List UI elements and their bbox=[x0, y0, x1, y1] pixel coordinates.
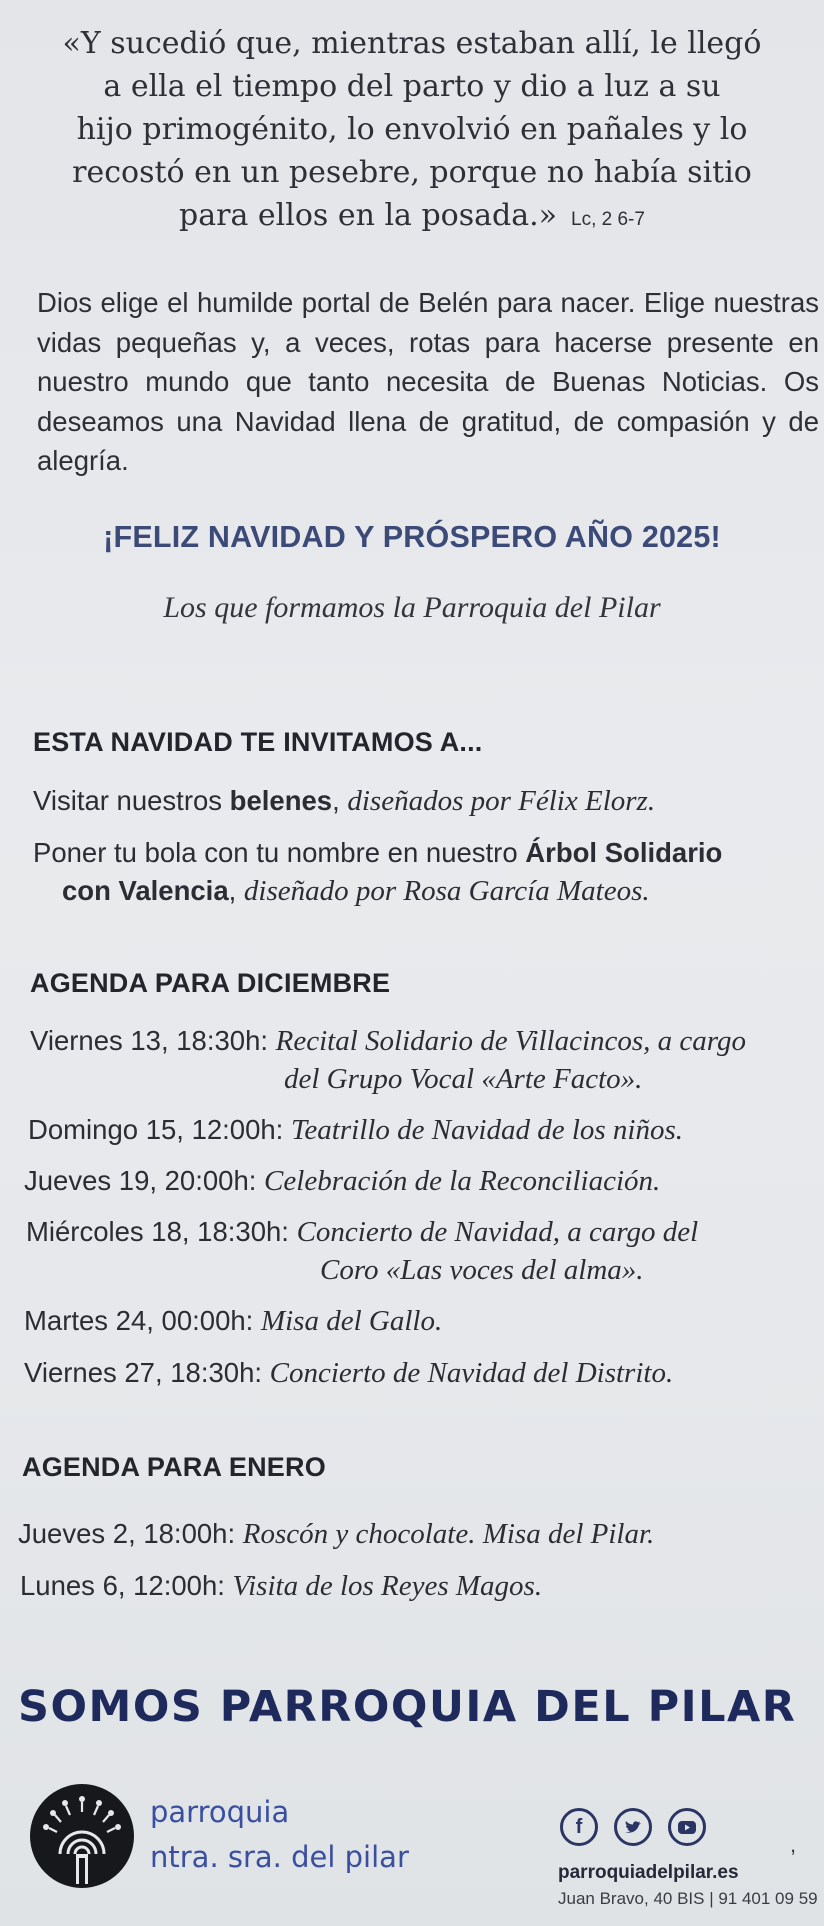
website-link[interactable]: parroquiadelpilar.es bbox=[558, 1862, 739, 1883]
quote-line: hijo primogénito, lo envolvió en pañales y lo bbox=[76, 112, 748, 147]
invitation-heading: ESTA NAVIDAD TE INVITAMOS A... bbox=[33, 727, 483, 757]
event-description: Concierto de Navidad, a cargo del bbox=[296, 1216, 699, 1248]
decorative-mark: , bbox=[790, 1832, 797, 1857]
agenda-event bbox=[24, 1354, 673, 1392]
twitter-icon[interactable] bbox=[614, 1808, 652, 1846]
facebook-icon[interactable]: f bbox=[560, 1808, 598, 1846]
agenda-event bbox=[18, 1515, 654, 1553]
event-description: Teatrillo de Navidad de los niños. bbox=[290, 1114, 684, 1146]
brand-line: parroquia bbox=[150, 1795, 290, 1829]
event-description: del Grupo Vocal «Arte Facto». bbox=[284, 1063, 643, 1095]
item-sep: , bbox=[332, 785, 348, 816]
event-date: Jueves 2, 18:00h: bbox=[18, 1518, 243, 1549]
quote-line-last bbox=[40, 194, 784, 241]
event-description: Concierto de Navidad del Distrito. bbox=[269, 1357, 674, 1389]
event-description: Visita de los Reyes Magos. bbox=[232, 1570, 543, 1602]
agenda-event bbox=[24, 1302, 442, 1340]
quote-line: a ella el tiempo del parto y dio a luz a su bbox=[103, 69, 721, 104]
agenda-event-cont bbox=[284, 1060, 642, 1098]
brand-line: ntra. sra. del pilar bbox=[150, 1840, 409, 1874]
event-description: Misa del Gallo. bbox=[260, 1305, 443, 1337]
event-description: Coro «Las voces del alma». bbox=[320, 1254, 644, 1286]
address-phone: Juan Bravo, 40 BIS | 91 401 09 59 bbox=[558, 1889, 818, 1908]
event-date: Viernes 27, 18:30h: bbox=[24, 1357, 270, 1388]
item-bold: con Valencia bbox=[62, 875, 229, 906]
agenda-event bbox=[20, 1567, 542, 1605]
quote-reference: Lc, 2 6-7 bbox=[571, 209, 645, 230]
intro-paragraph: Dios elige el humilde portal de Belén para nacer. Elige nuestras vidas pequeñas y, a veces, rotas para hacerse presente en nuestro mundo que tanto necesita de Buenas Noticias. Os deseamos una Navidad llena de gratitud, de compasión y de alegría. bbox=[37, 287, 819, 476]
event-description: Roscón y chocolate. Misa del Pilar. bbox=[242, 1518, 655, 1550]
item-italic: diseñados por Félix Elorz. bbox=[347, 785, 656, 817]
parish-logo-icon bbox=[30, 1784, 134, 1888]
parish-brand bbox=[150, 1790, 409, 1880]
event-date: Martes 24, 00:00h: bbox=[24, 1305, 261, 1336]
event-date: Viernes 13, 18:30h: bbox=[30, 1025, 276, 1056]
item-text: Visitar nuestros bbox=[33, 785, 230, 816]
event-description: Celebración de la Reconciliación. bbox=[264, 1165, 661, 1197]
agenda-event bbox=[26, 1213, 698, 1251]
quote-line: recostó en un pesebre, porque no había sitio bbox=[72, 155, 752, 190]
january-heading: AGENDA PARA ENERO bbox=[22, 1452, 326, 1482]
invitation-item-arbol-cont bbox=[62, 872, 650, 910]
quote-line: para ellos en la posada.» bbox=[179, 198, 557, 233]
signature: Los que formamos la Parroquia del Pilar bbox=[163, 591, 661, 624]
event-description: Recital Solidario de Villacincos, a cargo bbox=[275, 1025, 747, 1057]
invitation-item-arbol bbox=[33, 834, 722, 872]
item-text: Poner tu bola con tu nombre en nuestro bbox=[33, 837, 526, 868]
item-bold: belenes bbox=[229, 785, 333, 816]
agenda-event bbox=[30, 1022, 746, 1060]
social-icons bbox=[560, 1808, 706, 1846]
december-heading: AGENDA PARA DICIEMBRE bbox=[30, 968, 391, 998]
event-date: Miércoles 18, 18:30h: bbox=[26, 1216, 297, 1247]
agenda-event bbox=[24, 1162, 660, 1200]
christmas-greeting: ¡FELIZ NAVIDAD Y PRÓSPERO AÑO 2025! bbox=[103, 520, 721, 554]
agenda-event-cont bbox=[320, 1251, 644, 1289]
quote-line: «Y sucedió que, mientras estaban allí, le llegó bbox=[62, 26, 762, 61]
event-date: Domingo 15, 12:00h: bbox=[28, 1114, 291, 1145]
agenda-event bbox=[28, 1111, 683, 1149]
event-date: Lunes 6, 12:00h: bbox=[20, 1570, 233, 1601]
item-bold: Árbol Solidario bbox=[525, 837, 723, 868]
invitation-item-belenes bbox=[33, 782, 655, 820]
item-italic: diseñado por Rosa García Mateos. bbox=[243, 875, 650, 907]
item-sep: , bbox=[228, 875, 244, 906]
youtube-icon[interactable] bbox=[668, 1808, 706, 1846]
event-date: Jueves 19, 20:00h: bbox=[24, 1165, 265, 1196]
footer-title: SOMOS PARROQUIA DEL PILAR bbox=[18, 1682, 797, 1732]
gospel-quote bbox=[40, 22, 784, 241]
